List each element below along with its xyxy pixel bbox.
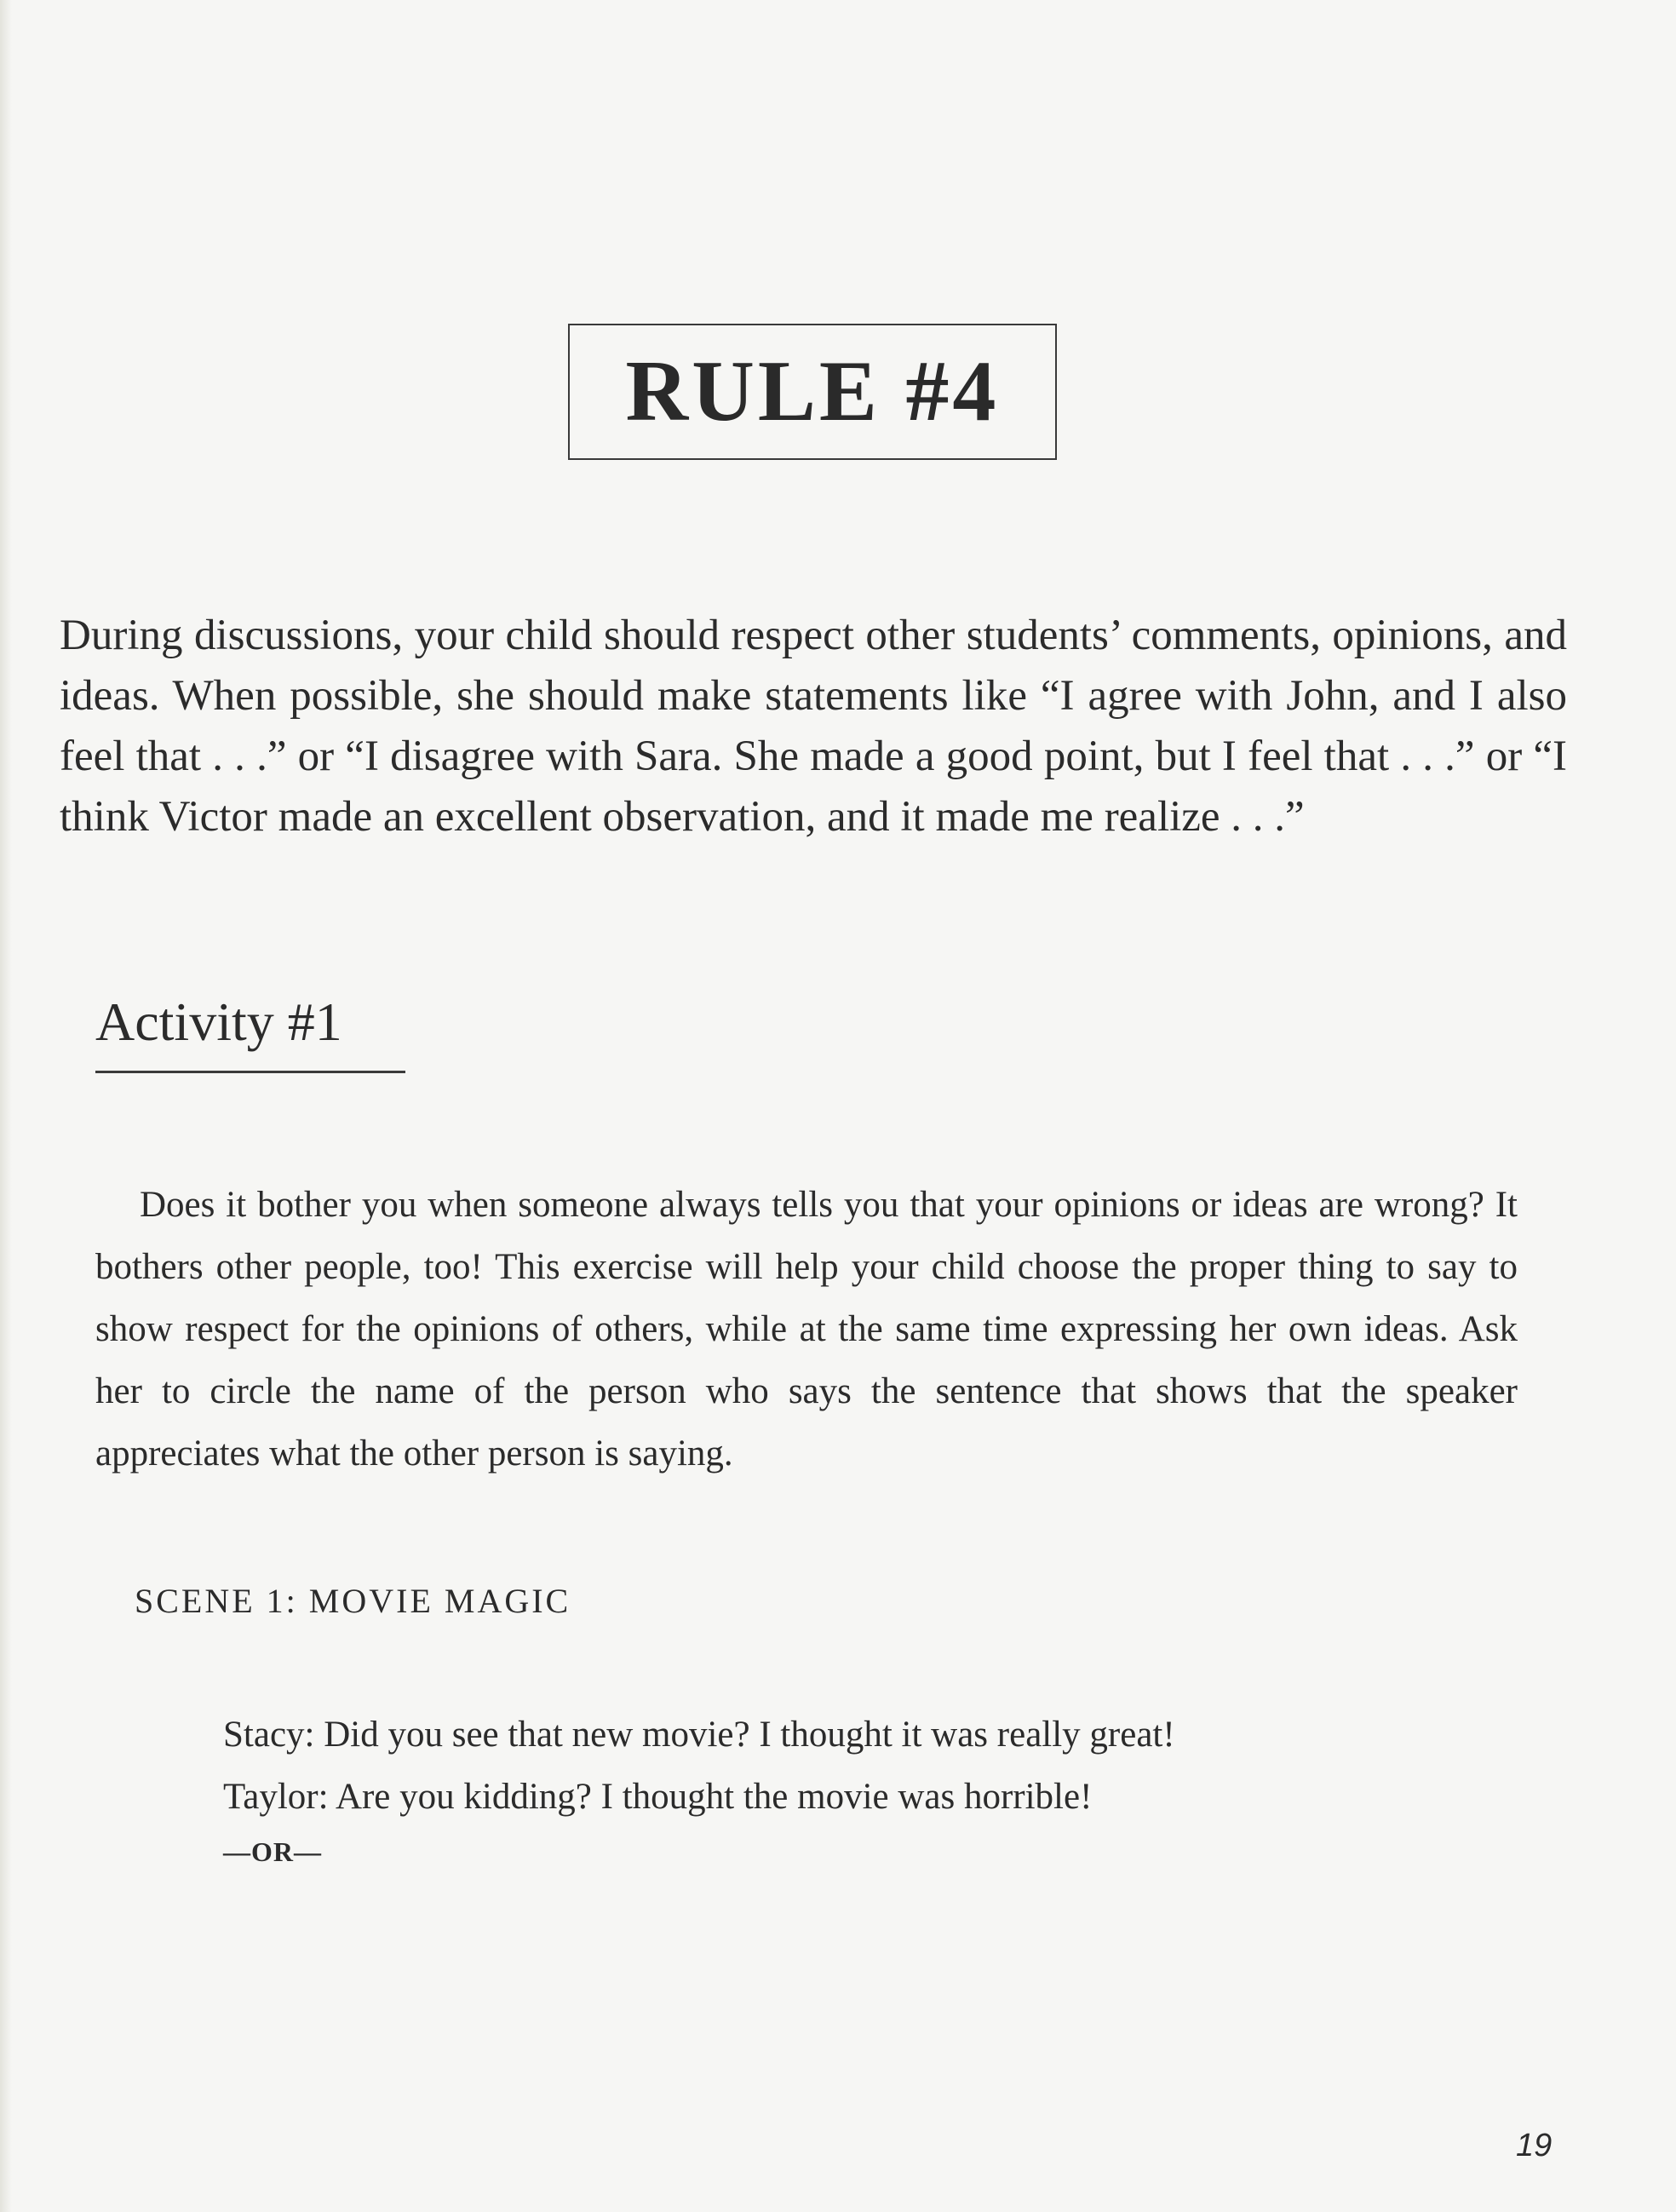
dialogue-line-stacy: Stacy: Did you see that new movie? I thought it was really great! xyxy=(223,1715,1175,1755)
activity-heading: Activity #1 xyxy=(95,991,342,1052)
page-edge-shadow xyxy=(0,0,12,2212)
rule-title-box xyxy=(568,324,1057,460)
scene-title: SCENE 1: MOVIE MAGIC xyxy=(135,1582,571,1620)
rule-title: RULE #4 xyxy=(625,343,1000,440)
scene-dialogue xyxy=(223,1704,1501,1876)
dialogue-line-taylor: Taylor: Are you kidding? I thought the movie was horrible! xyxy=(223,1777,1093,1817)
activity-paragraph: Does it bother you when someone always tells you that your opinions or ideas are wrong? It bothers other people, too! This exercise will help your child choose the proper thing to say to show respect for the opinions of others, while at the same time expressing her own ideas. Ask her to circle the name of the person who says the sentence that shows that the speaker appreciates what the other person is saying. xyxy=(95,1185,1518,1474)
intro-paragraph: During discussions, your child should respect other students’ comments, opinions, and ideas. When possible, she should make statements like “I agree with John, and I also feel that . . .” or “I disagree with Sara. She made a good point, but I feel that . . .” or “I think Victor made an excellent observation, and it made me realize . . .” xyxy=(60,612,1567,841)
or-divider: —OR— xyxy=(223,1836,322,1867)
activity-heading-underline xyxy=(95,1071,405,1073)
page-number: 19 xyxy=(1516,2128,1553,2163)
